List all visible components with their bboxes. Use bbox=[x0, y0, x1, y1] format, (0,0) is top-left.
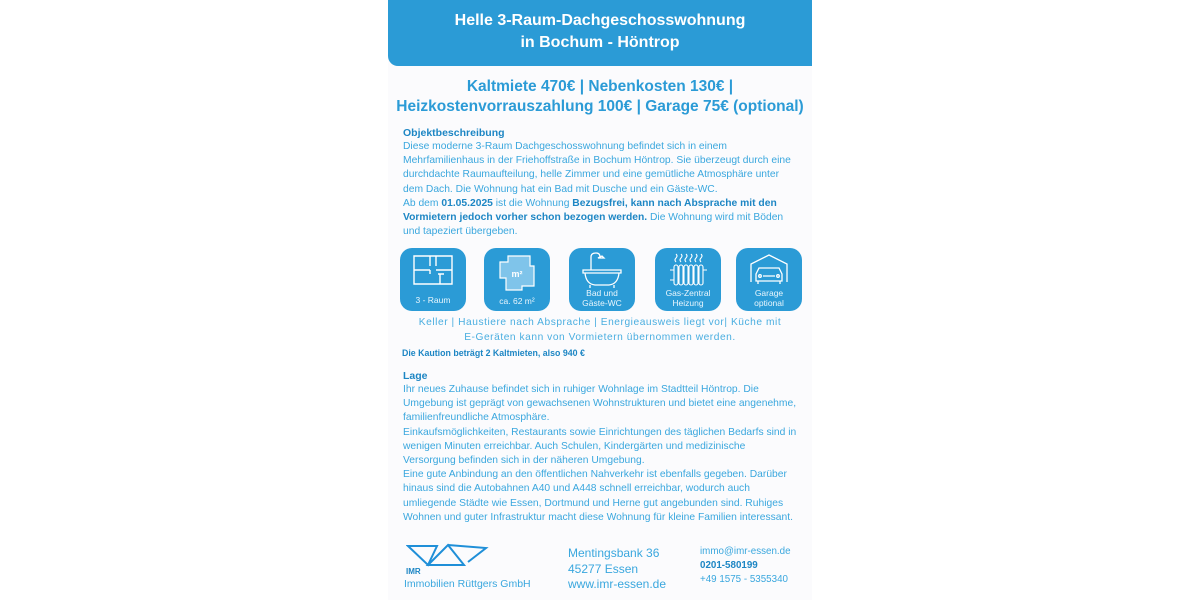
address bbox=[568, 546, 666, 593]
location-section bbox=[403, 369, 799, 525]
location-text-1: Ihr neues Zuhause befindet sich in ruhiger Wohnlage im Stadtteil Höntrop. Die Umgebung ist geprägt von gewachsenen Wohnstrukturen und bietet eine angenehme, familienfreundliche Atmosphäre. bbox=[403, 384, 797, 424]
availability-prefix: Ab dem bbox=[403, 197, 442, 209]
features-line-1: Keller | Haustiere nach Absprache | Energieausweis liegt vor| Küche mit bbox=[418, 317, 782, 328]
garage-label-2: optional bbox=[754, 298, 784, 308]
area-tile bbox=[484, 248, 550, 311]
contact bbox=[700, 545, 791, 587]
location-heading: Lage bbox=[403, 370, 428, 382]
features-text bbox=[388, 316, 812, 345]
location-text-2: Einkaufsmöglichkeiten, Restaurants sowie Einrichtungen des täglichen Bedarfs sind in wenigen Minuten erreichbar. Auch Schulen, Kindergärten und medizinische Versorgung befinden sich in der näheren Umgebung. bbox=[403, 426, 797, 467]
website-link[interactable]: www.imr-essen.de bbox=[568, 577, 667, 591]
garage-label-1: Garage bbox=[754, 288, 784, 298]
listing-flyer bbox=[388, 0, 812, 600]
city: 45277 Essen bbox=[568, 561, 639, 576]
title-banner bbox=[388, 0, 812, 66]
logo-text: IMR bbox=[406, 567, 421, 576]
bath-label-1: Bad und bbox=[586, 288, 618, 298]
imr-logo-icon bbox=[406, 542, 498, 568]
footer bbox=[388, 540, 812, 600]
email-link[interactable]: immo@imr-essen.de bbox=[700, 546, 791, 557]
availability-mid: ist die Wohnung bbox=[492, 197, 573, 209]
feature-icons bbox=[388, 248, 812, 312]
rooms-tile bbox=[400, 248, 466, 311]
price-line-1: Kaltmiete 470€ | Nebenkosten 130€ | bbox=[466, 78, 734, 95]
deposit-text: Die Kaution beträgt 2 Kaltmieten, also 940 € bbox=[402, 348, 585, 358]
street: Mentingsbank 36 bbox=[568, 546, 660, 560]
area-label: ca. 62 m² bbox=[499, 296, 535, 306]
bath-tile bbox=[569, 248, 635, 311]
location-text-3: Eine gute Anbindung an den öffentlichen Nahverkehr ist ebenfalls gegeben. Darüber hinaus sind die Autobahnen A40 und A448 schnell erreichbar, wodurch auch umliegende Städte wie Essen, Dortmund und Herne gut angebunden sind. Ruhiges Wohnen und guter Infrastruktur macht diese Wohnung für kleine Familien interessant. bbox=[403, 469, 793, 523]
availability-date: 01.05.2025 bbox=[441, 197, 493, 209]
rooms-label: 3 - Raum bbox=[415, 295, 451, 305]
availability-note: Bezugsfrei, kann nach Absprache mit den Vormietern jedoch vorher schon bezogen werden. bbox=[403, 197, 777, 224]
features-line-2: E-Geräten kann von Vormietern übernommen werden. bbox=[464, 331, 736, 343]
heating-label-1: Gas-Zentral bbox=[665, 288, 711, 298]
title-line-1: Helle 3-Raum-Dachgeschosswohnung bbox=[454, 12, 746, 29]
price-line-2: Heizkostenvorrauszahlung 100€ | Garage 75€ (optional) bbox=[396, 98, 804, 115]
bath-label-2: Gäste-WC bbox=[582, 298, 622, 308]
object-description-text: Diese moderne 3-Raum Dachgeschosswohnung befindet sich in einem Mehrfamilienhaus in der Friehoffstraße in Bochum Höntrop. Sie überzeugt durch eine durchdachte Raumaufteilung, helle Zimmer und eine gemütliche Atmosphäre unter dem Dach. Die Wohnung hat ein Bad mit Dusche und ein Gäste-WC. bbox=[403, 141, 791, 195]
title-line-2: in Bochum - Höntrop bbox=[520, 34, 680, 51]
availability-text bbox=[403, 197, 799, 240]
object-description-heading: Objektbeschreibung bbox=[403, 127, 505, 139]
company-name: Immobilien Rüttgers GmbH bbox=[404, 578, 531, 590]
availability-suffix: Die Wohnung wird mit Böden und tapeziert übergeben. bbox=[403, 212, 784, 238]
heating-label-2: Heizung bbox=[672, 298, 704, 308]
object-description bbox=[403, 126, 799, 239]
phone-number[interactable]: 0201-580199 bbox=[700, 560, 758, 571]
heating-tile bbox=[655, 248, 721, 311]
svg-text:m²: m² bbox=[511, 269, 523, 279]
garage-tile bbox=[736, 248, 802, 311]
mobile-number[interactable]: +49 1575 - 5355340 bbox=[700, 574, 788, 585]
